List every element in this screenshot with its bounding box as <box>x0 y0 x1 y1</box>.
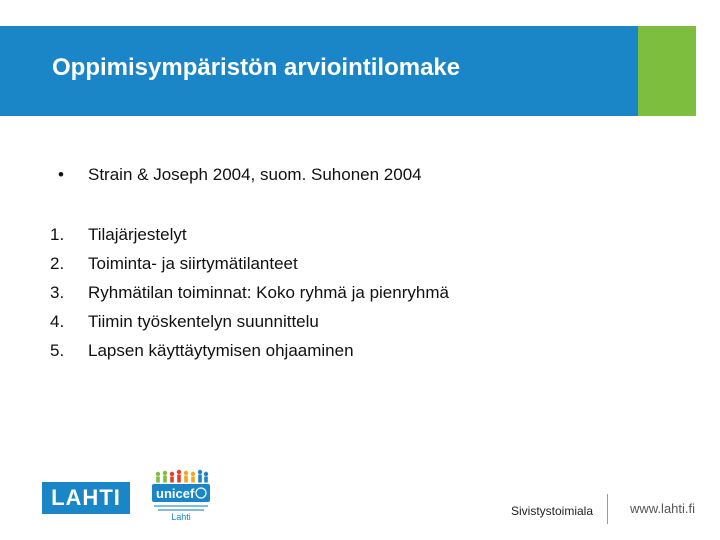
bullet-marker: • <box>58 165 64 184</box>
list-item <box>50 220 449 249</box>
list-item-text: Tilajärjestelyt <box>88 225 187 244</box>
list-item-text: Toiminta- ja siirtymätilanteet <box>88 254 298 273</box>
department-label: Sivistystoimiala <box>511 504 594 518</box>
title-accent-block <box>638 26 696 116</box>
list-item <box>50 336 449 365</box>
list-item-text: Ryhmätilan toiminnat: Koko ryhmä ja pienryhmä <box>88 283 449 302</box>
numbered-list <box>50 220 449 365</box>
list-item-number: 4. <box>50 312 65 331</box>
list-item <box>50 307 449 336</box>
unicef-wordmark: unicef <box>156 486 195 501</box>
unicef-sublabel: Lahti <box>171 512 191 522</box>
list-item <box>50 278 449 307</box>
slide-title: Oppimisympäristön arviointilomake <box>52 54 461 81</box>
unicef-logo <box>150 468 212 524</box>
source-line <box>58 165 422 185</box>
list-item-number: 5. <box>50 341 65 360</box>
list-item-number: 3. <box>50 283 65 302</box>
list-item <box>50 249 449 278</box>
source-text: Strain & Joseph 2004, suom. Suhonen 2004 <box>88 165 422 184</box>
list-item-text: Lapsen käyttäytymisen ohjaaminen <box>88 341 354 360</box>
footer-divider <box>607 494 608 524</box>
list-item-number: 1. <box>50 225 65 244</box>
list-item-number: 2. <box>50 254 65 273</box>
list-item-text: Tiimin työskentelyn suunnittelu <box>88 312 319 331</box>
website-url: www.lahti.fi <box>630 501 696 516</box>
lahti-logo: LAHTI <box>42 482 130 514</box>
